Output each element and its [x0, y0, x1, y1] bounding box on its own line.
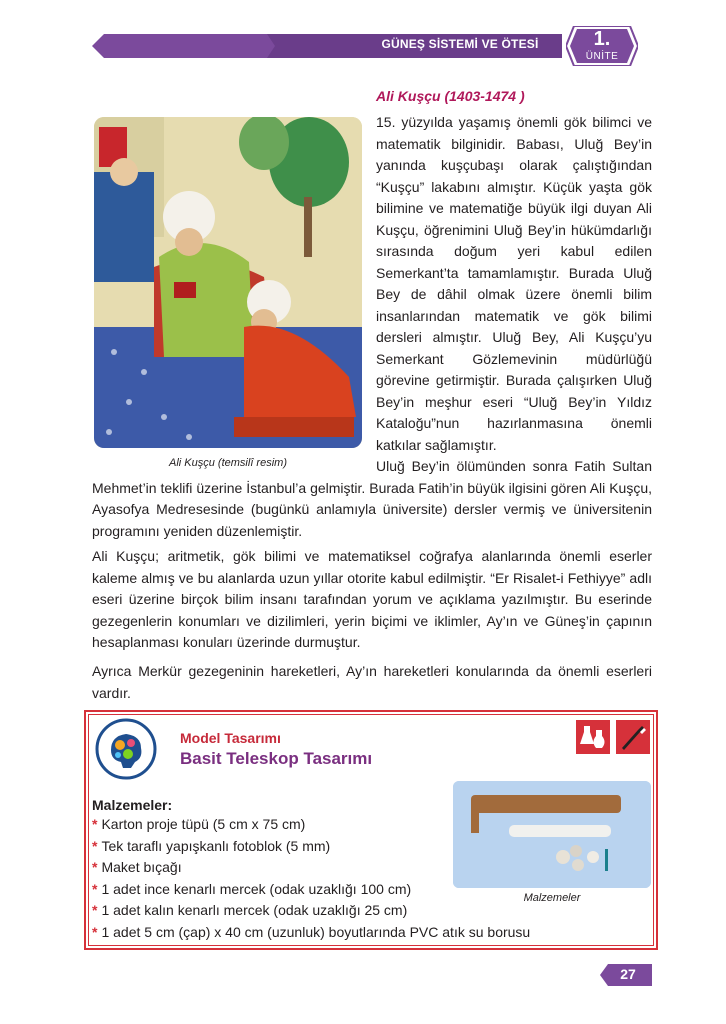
scalpel-icon [616, 720, 650, 754]
bullet: * [92, 859, 98, 875]
bullet: * [92, 923, 98, 940]
bullet: * [92, 880, 98, 897]
unit-label: ÜNİTE [585, 51, 619, 62]
page-number: 27 [620, 966, 636, 982]
paragraph-1: 15. yüzyılda yaşamış önemli gök bilimci ve matematik bilginidir. Babası, Uluğ Bey’in yanında kuşçubaşı olarak çalıştığından “Kuşçu” lakabını almıştır. Küçük yaşta gök bilimine ve matematiğe büyük ilgi duyan Ali Kuşçu, öğrenimini Uluğ Bey’in hükümdarlığı sırasında doğum yeri kabul edilen Semerkant’ta tamamlamıştır. Burada Uluğ Bey de dâhil olmak üzere önemli bilim insanlarından matematik ve gök bilimi dersleri almıştır. Uluğ Bey, Ali Kuşçu’yu Semerkant Gözlemevinin müdürlüğü görevine getirmiştir. Burada çalışırken Uluğ Bey’in meşhur eseri “Uluğ Bey’in Yıldız Kataloğu”nun hazırlanmasına önemli katkılar sağlamıştır. [376, 114, 652, 453]
list-item: * 1 adet ince kenarlı mercek (odak uzaklığı 100 cm) [92, 880, 412, 897]
ali-kuscu-illustration [94, 117, 362, 448]
list-item: * Tek taraflı yapışkanlı fotoblok (5 mm) [92, 837, 331, 854]
list-item: * Maket bıçağı [92, 859, 182, 875]
list-item: * 1 adet 5 cm (çap) x 40 cm (uzunluk) boyutlarında PVC atık su borusu [92, 923, 531, 940]
bullet: * [92, 837, 98, 854]
bullet: * [92, 902, 98, 918]
paragraph-3: Ali Kuşçu; aritmetik, gök bilimi ve matematiksel coğrafya alanlarında önemli eserler kaleme almış ve bu alanlarda uzun yıllar otorite kabul edilmiştir. “Er Risalet-i Fethiyye” adlı eseri üzerine birçok bilim insanı tarafından yorum ve açıklama yazılmıştır. Bu eserinde gezegenlerin konumları ve dizilimleri, yerin biçimi ve iklimler, Ay’ın ve Güneş’in çapının hesaplanması konuları üzerinde durmuştur. [92, 548, 652, 650]
bullet: * [92, 816, 98, 832]
paragraph-2: Uluğ Bey’in ölümünden sonra Fatih Sultan Mehmet’in teklifi üzerine İstanbul’a gelmiştir. Burada Fatih’in büyük ilgisini gören Ali Kuşçu, Ayasofya Medresesinde (bugünkü anlamıyla üniversite) dersler vermiş ve üniversitenin programını yeniden düzenlemiştir. [92, 458, 652, 539]
list-item: * Karton proje tüpü (5 cm x 75 cm) [92, 816, 306, 832]
paragraph-4: Ayrıca Merkür gezegeninin hareketleri, Ay’ın hareketleri konularında da önemli eserleri vardır. [92, 663, 652, 701]
materials-photo [453, 781, 651, 888]
illustration-caption: Ali Kuşçu (temsilî resim) [169, 457, 287, 469]
unit-number: 1. [593, 28, 611, 50]
flask-icon [576, 720, 610, 754]
article-title: Ali Kuşçu (1403-1474 ) [376, 88, 525, 104]
materials-title: Malzemeler: [92, 797, 173, 813]
list-item: * 1 adet kalın kenarlı mercek (odak uzaklığı 25 cm) [92, 902, 408, 918]
header-section-title: GÜNEŞ SİSTEMİ VE ÖTESİ [381, 37, 539, 51]
activity-type-label: Model Tasarımı [180, 730, 281, 746]
brain-gears-icon [95, 718, 157, 780]
activity-title: Basit Teleskop Tasarımı [180, 749, 373, 768]
photo-caption: Malzemeler [523, 892, 581, 904]
